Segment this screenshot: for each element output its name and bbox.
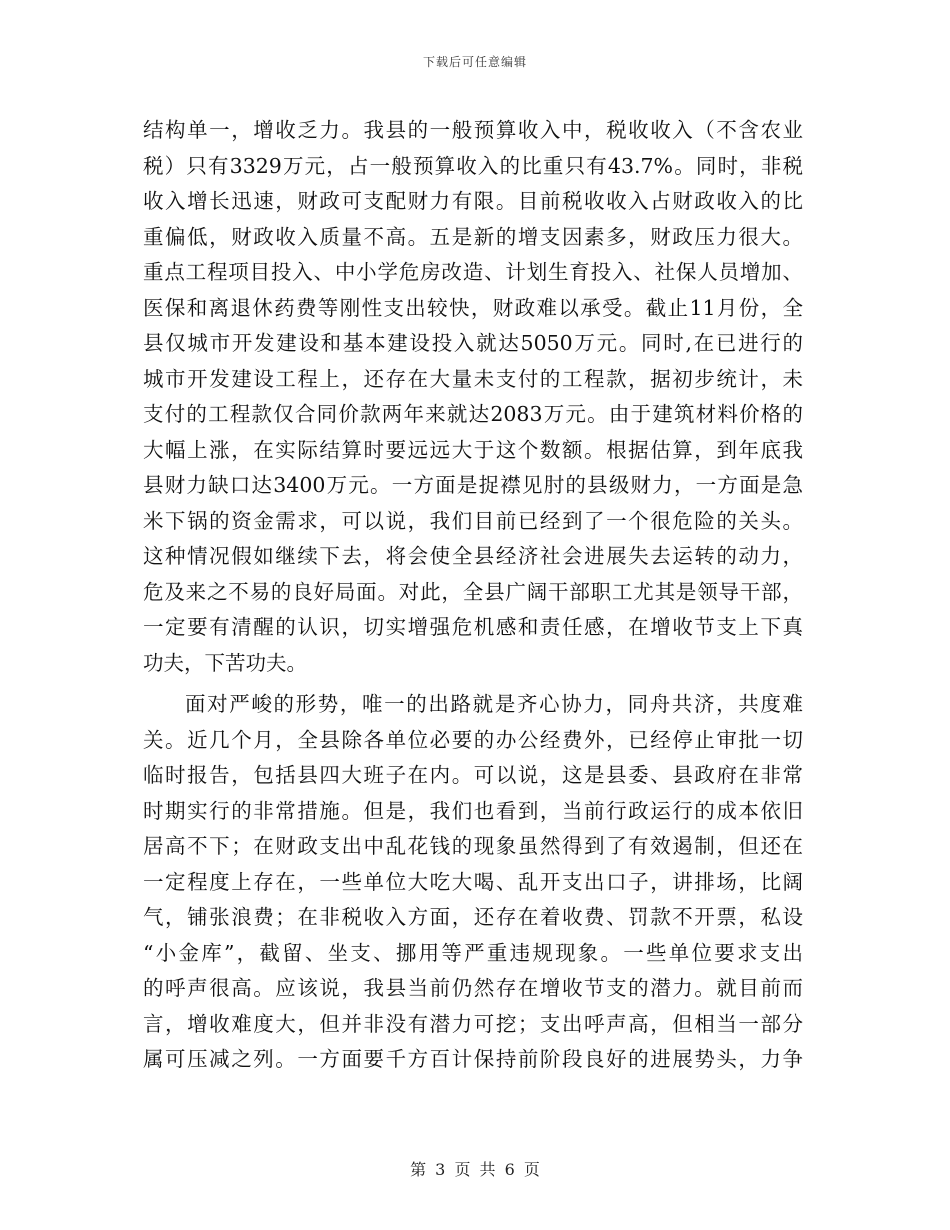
text-line: 面对严峻的形势，唯一的出路就是齐心协力，同舟共济，共度难 bbox=[185, 692, 803, 716]
text-line: 结构单一，增收乏力。我县的一般预算收入中，税收收入（不含农业 bbox=[143, 118, 803, 142]
text-line: 县仅城市开发建设和基本建设投入就达5050万元。同时,在已进行的 bbox=[143, 331, 803, 355]
text-line: 属可压减之列。一方面要千方百计保持前阶段良好的进展势头，力争 bbox=[143, 1047, 803, 1071]
page-header: 下载后可任意编辑 bbox=[422, 55, 527, 69]
text-line: 居高不下；在财政支出中乱花钱的现象虽然得到了有效遏制，但还在 bbox=[143, 834, 803, 858]
paragraph-1 bbox=[143, 113, 803, 681]
text-line: 重偏低，财政收入质量不高。五是新的增支因素多，财政压力很大。 bbox=[143, 224, 803, 249]
text-line: 收入增长迅速，财政可支配财力有限。目前税收收入占财政收入的比 bbox=[143, 189, 803, 213]
text-line: 的呼声很高。应该说，我县当前仍然存在增收节支的潜力。就目前而 bbox=[143, 976, 803, 1000]
paragraph-2 bbox=[143, 687, 803, 1078]
text-line: 功夫，下苦功夫。 bbox=[143, 650, 307, 675]
text-line: 城市开发建设工程上，还存在大量未支付的工程款，据初步统计，未 bbox=[143, 366, 803, 391]
text-line: 税）只有3329万元，占一般预算收入的比重只有43.7%。同时，非税 bbox=[143, 153, 803, 178]
text-line: 气，铺张浪费；在非税收入方面，还存在着收费、罚款不开票，私设 bbox=[143, 905, 803, 929]
text-line: 临时报告，包括县四大班子在内。可以说，这是县委、县政府在非常 bbox=[143, 763, 803, 787]
text-line: 关。近几个月，全县除各单位必要的办公经费外，已经停止审批一切 bbox=[143, 727, 803, 752]
text-line: 支付的工程款仅合同价款两年来就达2083万元。由于建筑材料价格的 bbox=[143, 402, 803, 426]
text-line: 危及来之不易的良好局面。对此，全县广阔干部职工尤其是领导干部， bbox=[143, 579, 803, 604]
document-body bbox=[143, 113, 803, 1078]
text-line: “小金库”，截留、坐支、挪用等严重违规现象。一些单位要求支出 bbox=[143, 940, 803, 965]
text-line: 大幅上涨，在实际结算时要远远大于这个数额。根据估算，到年底我 bbox=[143, 437, 803, 462]
text-line: 时期实行的非常措施。但是，我们也看到，当前行政运行的成本依旧 bbox=[143, 798, 803, 823]
page-number-footer: 第 3 页 共 6 页 bbox=[410, 1160, 540, 1179]
text-line: 这种情况假如继续下去，将会使全县经济社会进展失去运转的动力， bbox=[143, 544, 803, 568]
text-line: 一定程度上存在，一些单位大吃大喝、乱开支出口子，讲排场，比阔 bbox=[143, 869, 803, 894]
text-line: 米下锅的资金需求，可以说，我们目前已经到了一个很危险的关头。 bbox=[143, 508, 803, 533]
text-line: 县财力缺口达3400万元。一方面是捉襟见肘的县级财力，一方面是急 bbox=[143, 473, 803, 497]
text-line: 一定要有清醒的认识，切实增强危机感和责任感，在增收节支上下真 bbox=[143, 615, 803, 639]
text-line: 言，增收难度大，但并非没有潜力可挖；支出呼声高，但相当一部分 bbox=[143, 1011, 803, 1036]
text-line: 重点工程项目投入、中小学危房改造、计划生育投入、社保人员增加、 bbox=[143, 260, 803, 284]
text-line: 医保和离退休药费等刚性支出较快，财政难以承受。截止11月份，全 bbox=[143, 295, 803, 320]
